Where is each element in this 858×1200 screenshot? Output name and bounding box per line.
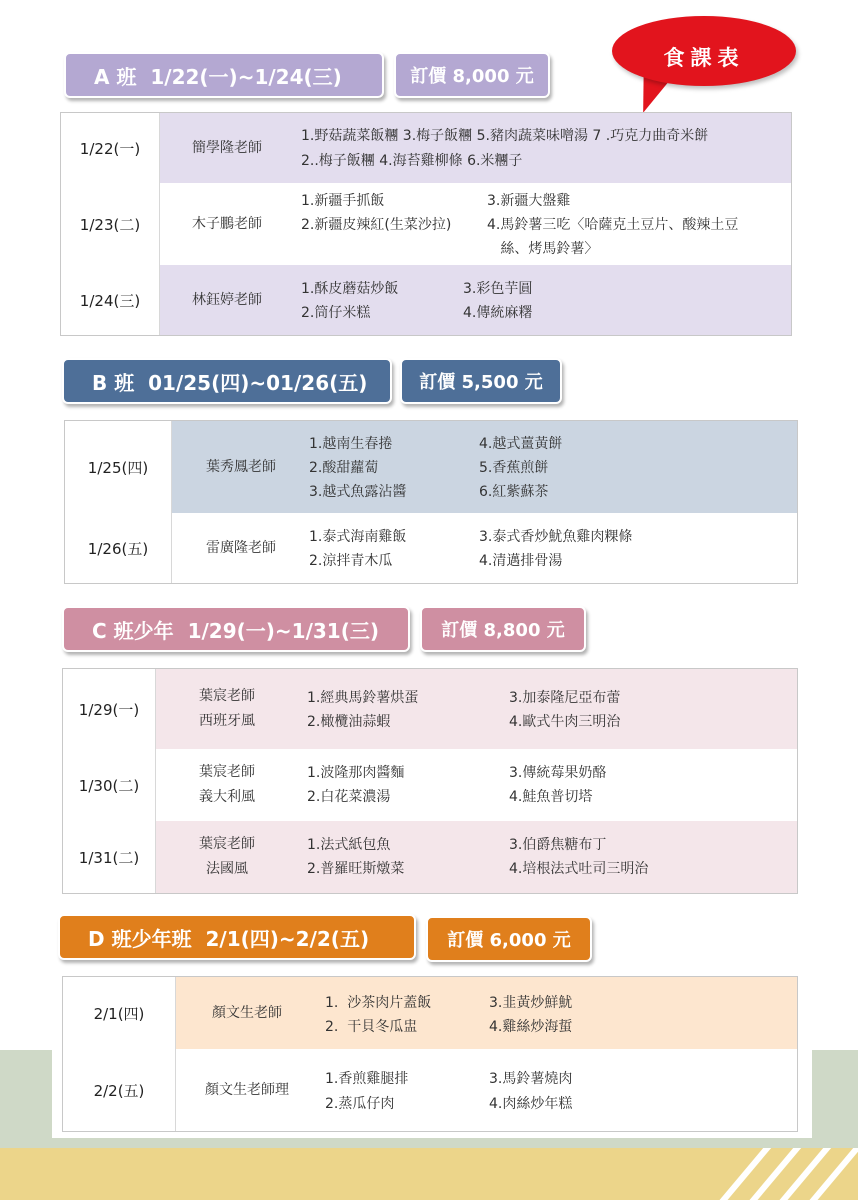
- teacher-name: 葉秀鳳老師: [206, 458, 276, 475]
- dish-line: 3.彩色芋圓: [463, 281, 533, 297]
- teacher-name: 林鈺婷老師: [192, 291, 262, 308]
- dish-line: 2.蒸瓜仔肉: [325, 1096, 395, 1112]
- dish-line: 3.新疆大盤雞: [487, 193, 571, 209]
- table-row: [63, 669, 797, 749]
- cuisine-style: 西班牙風: [199, 713, 255, 729]
- row-teacher: [155, 669, 299, 749]
- table-row: [63, 821, 797, 893]
- dish-line: 2.橄欖油蒜蝦: [307, 714, 391, 730]
- row-date: 1/23(二): [61, 183, 160, 265]
- dish-line: 4.越式薑黃餅: [479, 436, 563, 452]
- dish-line: 4.清邁排骨湯: [479, 553, 563, 569]
- row-teacher: [175, 1049, 319, 1131]
- dish-line: 3.韭黃炒鮮魷: [489, 995, 573, 1011]
- teacher-name: 葉宸老師: [199, 688, 255, 704]
- row-date: 1/29(一): [63, 669, 156, 749]
- dish-line: 2.筒仔米糕: [301, 305, 371, 321]
- class-a-price: 訂價 8,000 元: [394, 52, 550, 98]
- teacher-name: 葉宸老師: [199, 764, 255, 780]
- row-date: 2/2(五): [63, 1049, 176, 1131]
- dish-line: 2.酸甜蘿蔔: [309, 460, 379, 476]
- row-date: 1/25(四): [65, 421, 172, 513]
- dish-line: 4.馬鈴薯三吃〈哈薩克土豆片、酸辣土豆: [487, 217, 739, 233]
- table-row: [63, 977, 797, 1049]
- dish-line: 4.雞絲炒海蜇: [489, 1019, 573, 1035]
- row-teacher: [155, 821, 299, 893]
- dish-line: 絲、烤馬鈴薯〉: [487, 241, 599, 257]
- row-teacher: [175, 977, 319, 1049]
- dish-line: 4.鮭魚普切塔: [509, 789, 593, 805]
- row-teacher: [159, 113, 295, 183]
- dish-line: 5.香蕉煎餅: [479, 460, 549, 476]
- class-b-table: [64, 420, 798, 584]
- class-a-table: [60, 112, 792, 336]
- row-teacher: [159, 265, 295, 335]
- cuisine-style: 法國風: [206, 861, 248, 877]
- dish-line: 3.泰式香炒魷魚雞肉粿條: [479, 529, 633, 545]
- cuisine-style: 義大利風: [199, 789, 255, 805]
- dish-line: 3.伯爵焦糖布丁: [509, 837, 607, 853]
- row-date: 1/26(五): [65, 513, 172, 583]
- dish-line: 4.傳統麻糬: [463, 305, 533, 321]
- class-b-price: 訂價 5,500 元: [400, 358, 562, 404]
- row-date: 1/22(一): [61, 113, 160, 183]
- dish-line: 1.波隆那肉醬麵: [307, 765, 405, 781]
- dish-line: 3.馬鈴薯燒肉: [489, 1071, 573, 1087]
- table-row: [65, 513, 797, 583]
- row-date: 1/30(二): [63, 749, 156, 821]
- dish-line: 2.普羅旺斯燉菜: [307, 861, 405, 877]
- dish-line: 1.泰式海南雞飯: [309, 529, 407, 545]
- class-d-price: 訂價 6,000 元: [426, 916, 592, 962]
- class-b-title: B 班 01/25(四)~01/26(五): [62, 358, 392, 404]
- teacher-name: 雷廣隆老師: [206, 539, 276, 556]
- row-date: 2/1(四): [63, 977, 176, 1049]
- class-d-title: D 班少年班 2/1(四)~2/2(五): [58, 914, 416, 960]
- menu-title: 食課表: [663, 46, 745, 70]
- row-teacher: [171, 421, 311, 513]
- row-teacher: [159, 183, 295, 265]
- dish-line: 4.歐式牛肉三明治: [509, 714, 621, 730]
- dish-line: 1.經典馬鈴薯烘蛋: [307, 690, 419, 706]
- table-row: [61, 265, 791, 335]
- row-teacher: [171, 513, 311, 583]
- row-date: 1/24(三): [61, 265, 160, 335]
- class-d-table: [62, 976, 798, 1132]
- dish-line: 1.越南生春捲: [309, 436, 393, 452]
- dish-line: 1.新疆手抓飯: [301, 193, 385, 209]
- teacher-name: 顏文生老師: [212, 1004, 282, 1021]
- dish-line: 1.野菇蔬菜飯糰 3.梅子飯糰 5.豬肉蔬菜味噌湯 7 .巧克力曲奇米餅: [301, 128, 709, 144]
- dish-line: 2.新疆皮辣紅(生菜沙拉): [301, 217, 452, 233]
- dish-line: 4.肉絲炒年糕: [489, 1096, 573, 1112]
- class-c-price: 訂價 8,800 元: [420, 606, 586, 652]
- dish-line: 6.紅紫蘇茶: [479, 484, 549, 500]
- table-row: [61, 183, 791, 265]
- dish-line: 1.香煎雞腿排: [325, 1071, 409, 1087]
- dish-line: 1.酥皮蘑菇炒飯: [301, 281, 399, 297]
- dish-line: 2.涼拌青木瓜: [309, 553, 393, 569]
- table-row: [63, 749, 797, 821]
- dish-line: 2. 干貝冬瓜盅: [325, 1019, 418, 1035]
- dish-line: 4.培根法式吐司三明治: [509, 861, 649, 877]
- teacher-name: 葉宸老師: [199, 836, 255, 852]
- table-row: [61, 113, 791, 183]
- teacher-name: 木子鵬老師: [192, 215, 262, 232]
- teacher-name: 顏文生老師理: [205, 1081, 289, 1098]
- dish-line: 3.越式魚露沾醬: [309, 484, 407, 500]
- dish-line: 2..梅子飯糰 4.海苔雞柳條 6.米糰子: [301, 153, 523, 169]
- class-c-table: [62, 668, 798, 894]
- dish-line: 3.傳統莓果奶酪: [509, 765, 607, 781]
- row-date: 1/31(二): [63, 821, 156, 893]
- table-row: [65, 421, 797, 513]
- dish-line: 2.白花菜濃湯: [307, 789, 391, 805]
- class-c-title: C 班少年 1/29(一)~1/31(三): [62, 606, 410, 652]
- row-teacher: [155, 749, 299, 821]
- teacher-name: 簡學隆老師: [192, 139, 262, 156]
- footer-stripes: [698, 1148, 858, 1200]
- dish-line: 1. 沙茶肉片蓋飯: [325, 995, 432, 1011]
- table-row: [63, 1049, 797, 1131]
- dish-line: 1.法式紙包魚: [307, 837, 391, 853]
- dish-line: 3.加泰隆尼亞布蕾: [509, 690, 621, 706]
- class-a-title: A 班 1/22(一)~1/24(三): [64, 52, 384, 98]
